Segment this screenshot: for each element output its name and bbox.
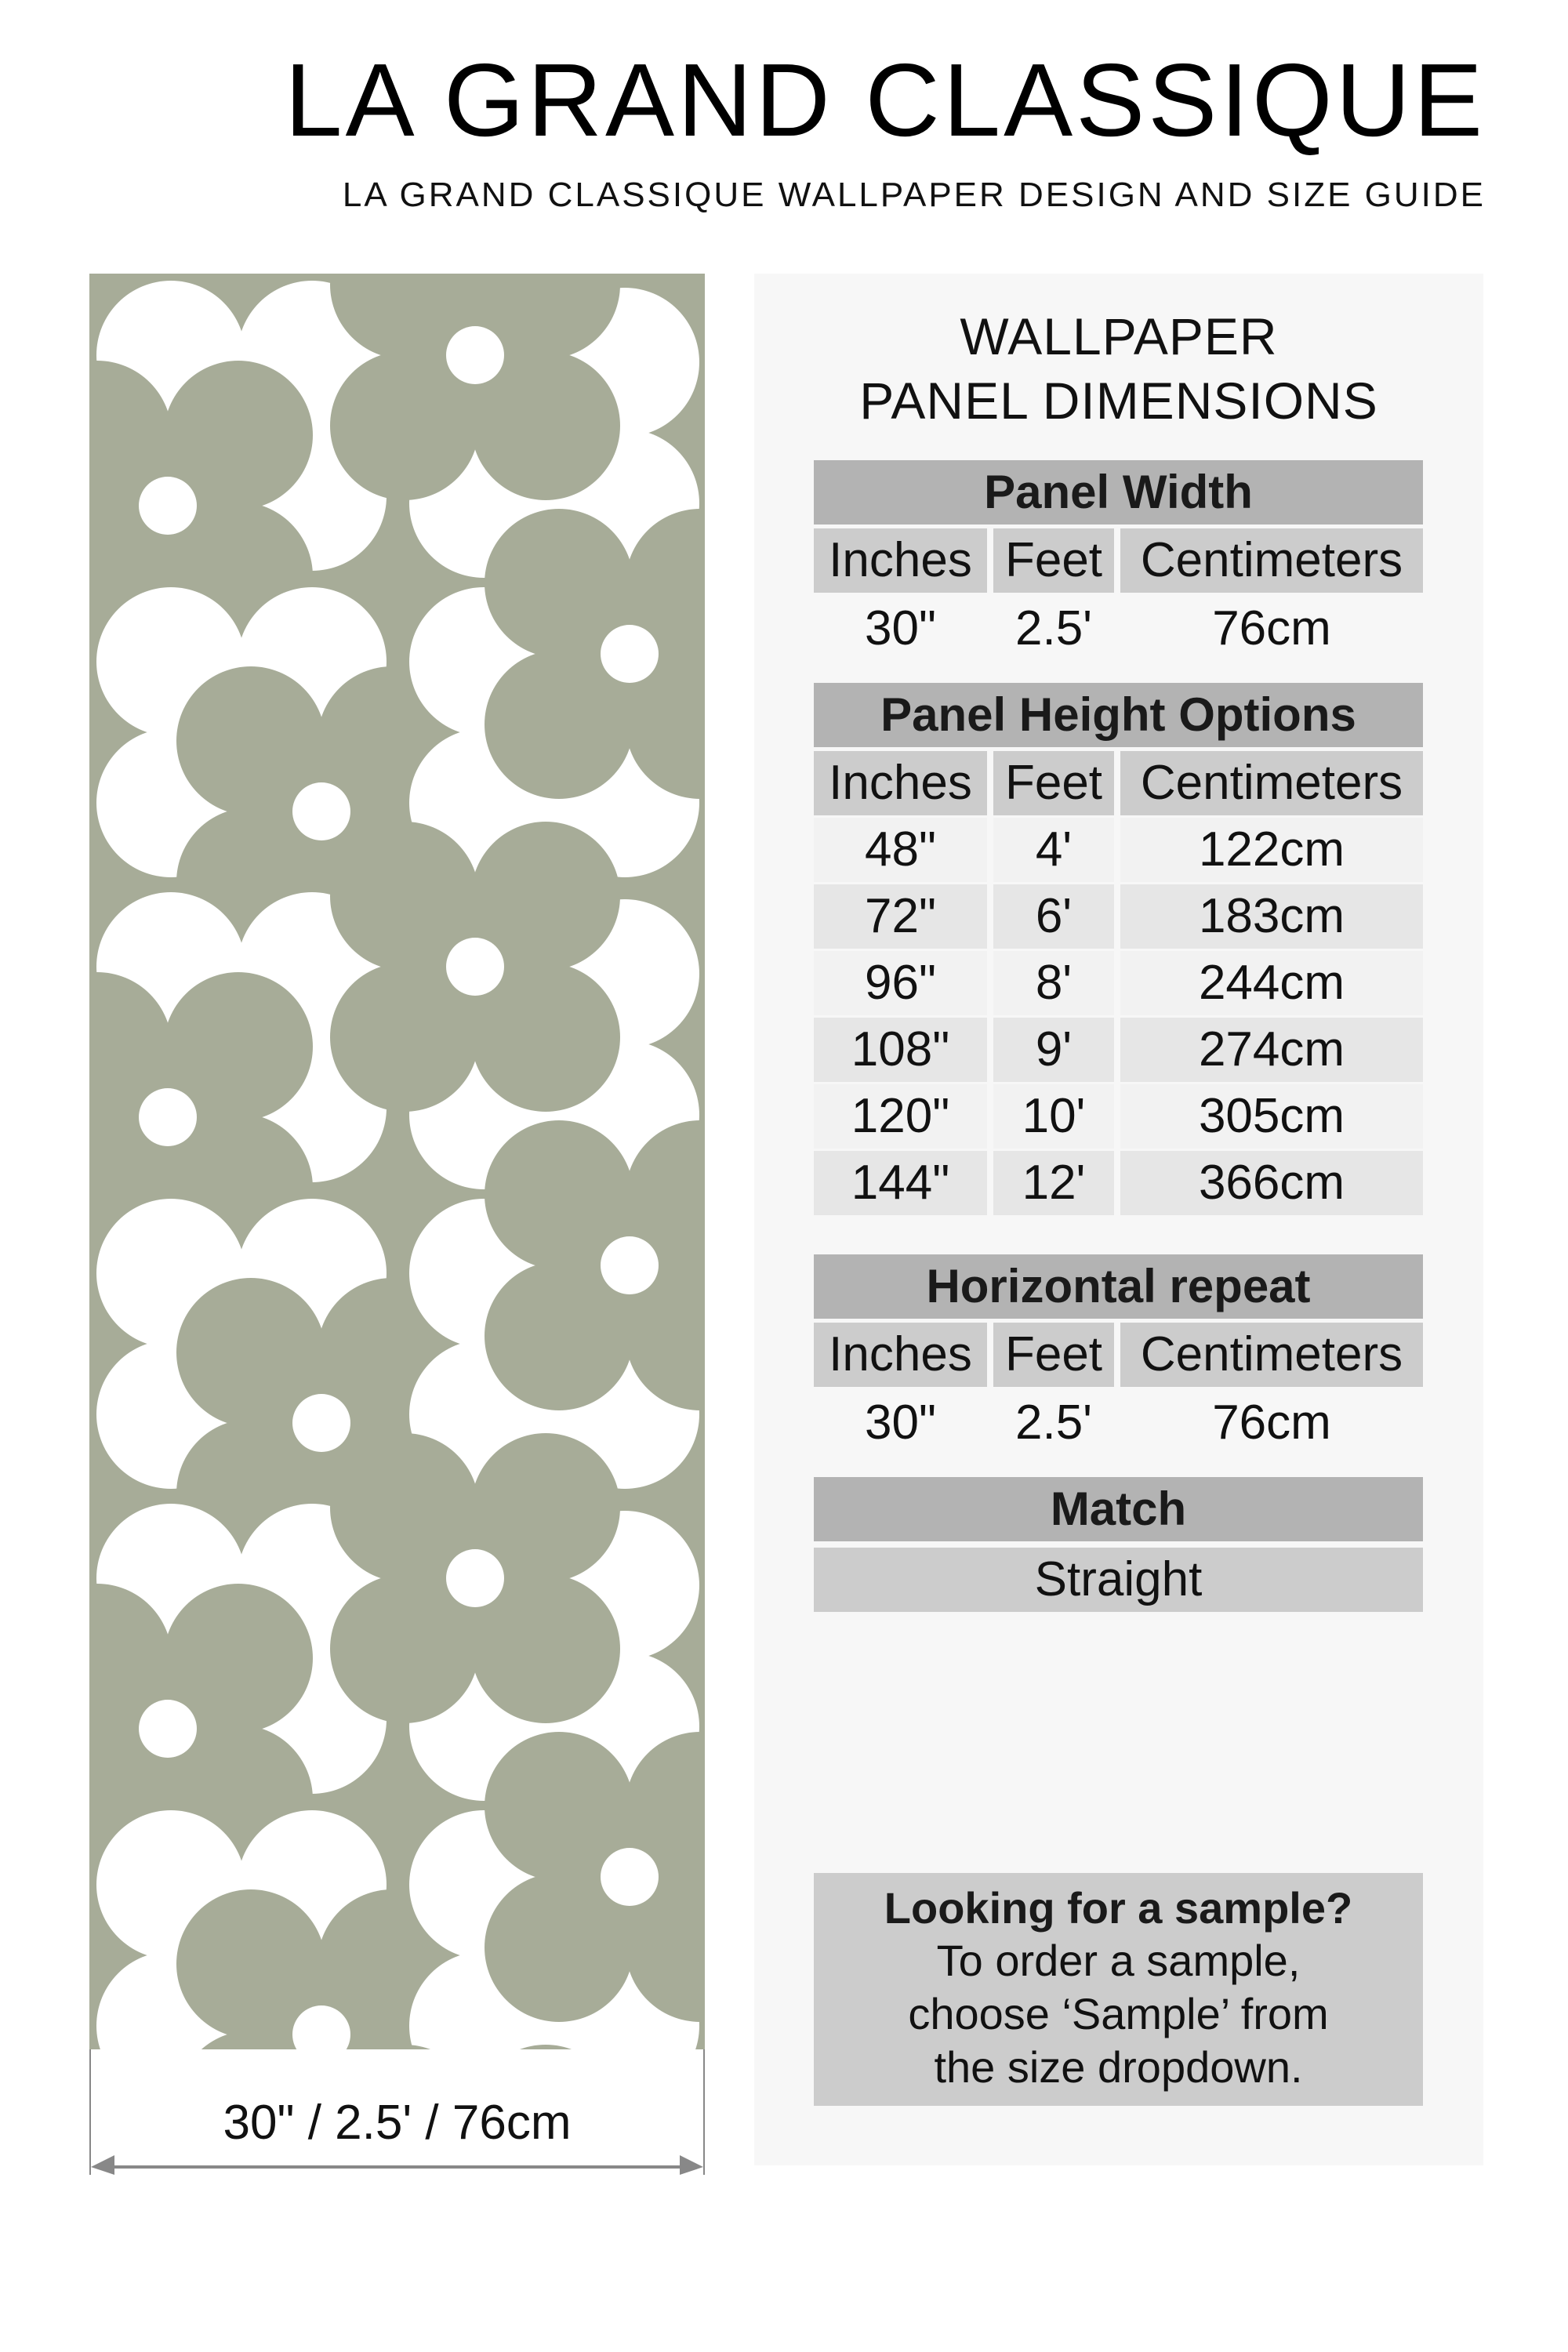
match-value: Straight xyxy=(814,1548,1423,1612)
value-inches: 108" xyxy=(814,1018,987,1082)
dimensions-heading xyxy=(754,304,1483,433)
col-feet: Feet xyxy=(993,1323,1114,1387)
value-centimeters: 122cm xyxy=(1120,818,1423,882)
value-inches: 144" xyxy=(814,1151,987,1215)
horizontal-repeat-header: Horizontal repeat xyxy=(814,1254,1423,1319)
value-centimeters: 183cm xyxy=(1120,884,1423,949)
match-header: Match xyxy=(814,1477,1423,1541)
value-feet: 6' xyxy=(993,884,1114,949)
value-inches: 30" xyxy=(865,1396,936,1450)
match-table xyxy=(814,1477,1423,1612)
value-inches: 96" xyxy=(814,951,987,1015)
sample-line-2: choose ‘Sample’ from xyxy=(908,1989,1329,2038)
value-feet: 12' xyxy=(993,1151,1114,1215)
value-centimeters: 76cm xyxy=(1212,601,1331,655)
value-feet: 4' xyxy=(993,818,1114,882)
heading-line-1: WALLPAPER xyxy=(960,307,1278,365)
panel-height-header: Panel Height Options xyxy=(814,683,1423,747)
value-inches: 30" xyxy=(865,601,936,655)
panel-width-label: 30" / 2.5' / 76cm xyxy=(223,2096,572,2150)
col-inches: Inches xyxy=(814,528,987,593)
value-centimeters: 244cm xyxy=(1120,951,1423,1015)
table-row xyxy=(814,1084,1423,1149)
value-centimeters: 274cm xyxy=(1120,1018,1423,1082)
table-row xyxy=(814,951,1423,1015)
panel-width-table xyxy=(814,460,1423,661)
value-inches: 48" xyxy=(814,818,987,882)
col-inches: Inches xyxy=(814,1323,987,1387)
value-feet: 8' xyxy=(993,951,1114,1015)
value-feet: 2.5' xyxy=(1014,1396,1093,1450)
flower-pattern-fill xyxy=(89,274,705,2049)
value-centimeters: 305cm xyxy=(1120,1084,1423,1149)
page-title: LA GRAND CLASSIQUE xyxy=(285,42,1486,158)
sample-title: Looking for a sample? xyxy=(884,1883,1353,1933)
sample-info-box xyxy=(814,1873,1423,2106)
panel-width-header: Panel Width xyxy=(814,460,1423,524)
col-centimeters: Centimeters xyxy=(1120,528,1423,593)
table-row xyxy=(814,818,1423,882)
value-inches: 120" xyxy=(814,1084,987,1149)
column-header-row xyxy=(814,528,1423,593)
col-centimeters: Centimeters xyxy=(1120,1323,1423,1387)
arrow-right-icon xyxy=(680,2155,703,2175)
page-subtitle: LA GRAND CLASSIQUE WALLPAPER DESIGN AND SIZE GUIDE xyxy=(342,176,1486,214)
value-feet: 9' xyxy=(993,1018,1114,1082)
value-centimeters: 76cm xyxy=(1212,1396,1331,1450)
sample-line-3: the size dropdown. xyxy=(934,2042,1303,2092)
table-row xyxy=(814,1151,1423,1215)
table-row xyxy=(814,597,1423,661)
heading-line-2: PANEL DIMENSIONS xyxy=(859,372,1378,430)
column-header-row xyxy=(814,1323,1423,1387)
col-centimeters: Centimeters xyxy=(1120,751,1423,815)
table-row xyxy=(814,1391,1423,1455)
arrow-left-icon xyxy=(91,2155,114,2175)
value-feet: 2.5' xyxy=(1014,601,1093,655)
col-feet: Feet xyxy=(993,528,1114,593)
value-inches: 72" xyxy=(814,884,987,949)
wallpaper-pattern-preview xyxy=(89,274,705,2049)
value-centimeters: 366cm xyxy=(1120,1151,1423,1215)
col-feet: Feet xyxy=(993,751,1114,815)
panel-height-table xyxy=(814,683,1423,1215)
horizontal-repeat-table xyxy=(814,1254,1423,1455)
table-row xyxy=(814,1018,1423,1082)
table-row xyxy=(814,884,1423,949)
sample-line-1: To order a sample, xyxy=(936,1936,1301,1985)
column-header-row xyxy=(814,751,1423,815)
value-feet: 10' xyxy=(993,1084,1114,1149)
col-inches: Inches xyxy=(814,751,987,815)
